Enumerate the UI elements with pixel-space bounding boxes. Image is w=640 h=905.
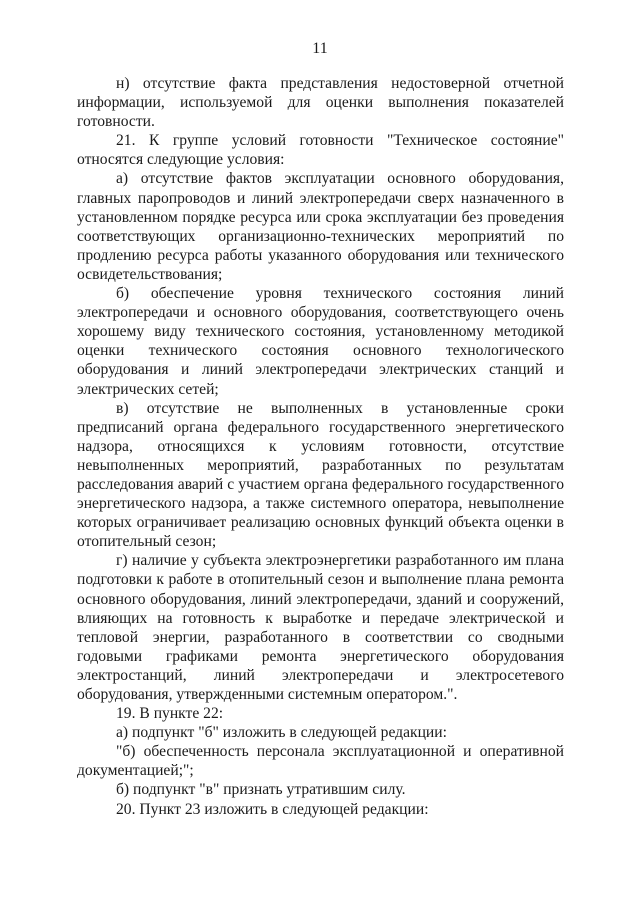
paragraph-19-a-text: "б) обеспеченность персонала эксплуатационной и оперативной документацией;"; [77,743,564,780]
paragraph-19-a: а) подпункт "б" изложить в следующей редакции: [116,724,447,742]
paragraph-19-b: б) подпункт "в" признать утратившим силу. [116,781,406,799]
paragraph-21-g: г) наличие у субъекта электроэнергетики разработанного им плана подготовки к работе в отопительный сезон и выполнение плана ремонта основного оборудования, линий электропередачи, зданий и сооружений, влияющих на готовность к выработке и передаче электрической и тепловой энергии, разработанного в соответствии со сводными годовыми графиками ремонта энергетического оборудования электростанций, линий электропередачи и электросетевого оборудования, утвержденными системным оператором.". [77,552,564,703]
paragraph-21-v: в) отсутствие не выполненных в установленные сроки предписаний органа федерального государственного энергетического надзора, относящихся к условиям готовности, отсутствие невыполненных мероприятий, разработанных по результатам расследования аварий с участием органа федерального государственного энергетического надзора, а также системного оператора, невыполнение которых ограничивает реализацию основных функций объекта оценки в отопительный сезон; [77,399,564,551]
paragraph-n: н) отсутствие факта представления недостоверной отчетной информации, используемой для оценки выполнения показателей готовности. [77,75,564,131]
paragraph-21: 21. К группе условий готовности "Техническое состояние" относятся следующие условия: [77,132,564,169]
page-number: 11 [312,40,328,57]
paragraph-19: 19. В пункте 22: [116,705,224,723]
paragraph-20: 20. Пункт 23 изложить в следующей редакции: [116,800,429,818]
paragraph-21-b: б) обеспечение уровня технического состояния линий электропередачи и основного оборудования, соответствующего очень хорошему виду технического состояния, установленному методикой оценки технического состояния основного технологического оборудования и линий электропередачи электрических станций и электрических сетей; [77,285,564,398]
paragraph-21-a: а) отсутствие фактов эксплуатации основного оборудования, главных паропроводов и линий электропередачи сверх назначенного в установленном порядке ресурса или срока эксплуатации без проведения соответствующих организационно-технических мероприятий по продлению ресурса работы указанного оборудования или технического освидетельствования; [77,170,564,283]
document-body [77,74,564,819]
